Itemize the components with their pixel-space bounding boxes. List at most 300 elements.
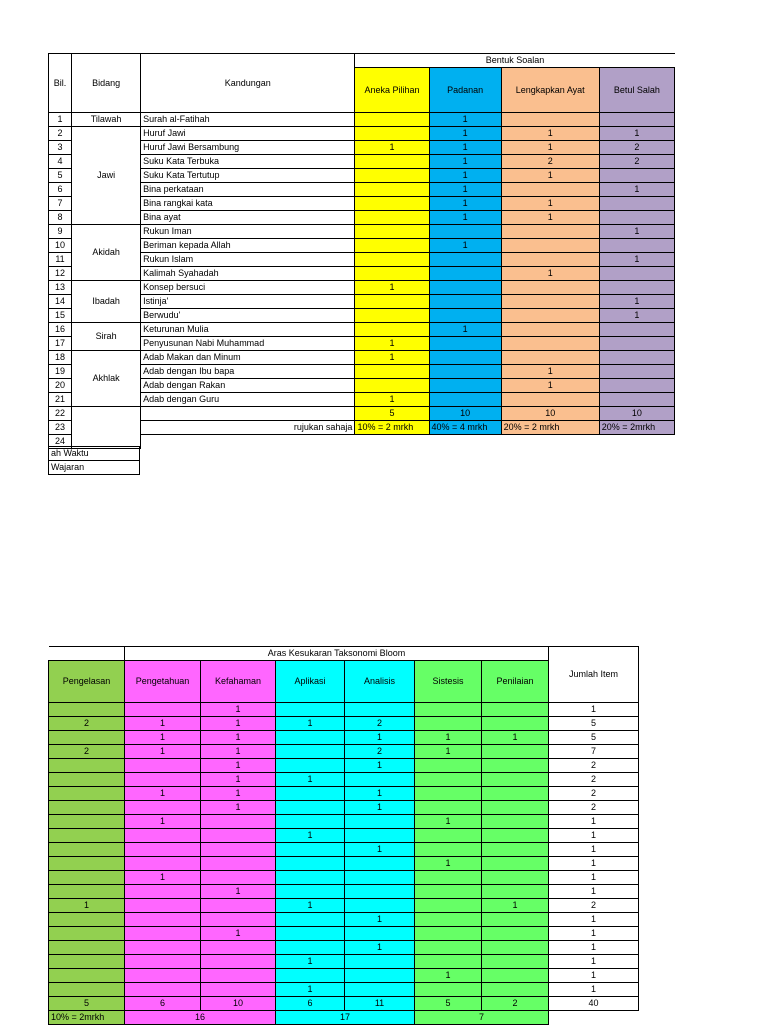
kandungan-cell: Adab dengan Ibu bapa — [141, 365, 355, 379]
table-row — [49, 773, 639, 787]
analisis-total: 11 — [345, 997, 415, 1011]
aneka-pilihan-cell — [355, 365, 429, 379]
sistesis-cell — [415, 801, 482, 815]
jumlah-item-total: 40 — [549, 997, 639, 1011]
betul-salah-cell: 1 — [599, 127, 674, 141]
kefahaman-cell — [201, 983, 276, 997]
bentuk-soalan-group-header: Bentuk Soalan — [355, 54, 675, 68]
analisis-cell: 1 — [345, 843, 415, 857]
pengelasan-cell — [49, 773, 125, 787]
pengetahuan-cell: 1 — [125, 717, 201, 731]
aplikasi-cell — [276, 927, 345, 941]
table-row — [49, 323, 675, 337]
jumlah-item-cell: 2 — [549, 787, 639, 801]
bil-cell: 18 — [49, 351, 72, 365]
betul-salah-cell — [599, 365, 674, 379]
sistesis-cell — [415, 759, 482, 773]
penilaian-cell — [482, 773, 549, 787]
jumlah-item-cell: 2 — [549, 801, 639, 815]
penilaian-cell — [482, 857, 549, 871]
lengkapkan-ayat-cell: 1 — [501, 141, 599, 155]
lengkapkan-ayat-cell: 1 — [501, 211, 599, 225]
pengetahuan-cell — [125, 899, 201, 913]
footer-waktu-label: ah Waktu — [49, 447, 140, 461]
kefahaman-cell: 1 — [201, 773, 276, 787]
table-row — [49, 843, 639, 857]
table-row — [49, 169, 675, 183]
kandungan-cell: Bina ayat — [141, 211, 355, 225]
kefahaman-cell: 1 — [201, 787, 276, 801]
pengetahuan-cell — [125, 759, 201, 773]
kandungan-cell: Huruf Jawi — [141, 127, 355, 141]
aneka-pilihan-cell — [355, 197, 429, 211]
kefahaman-cell — [201, 941, 276, 955]
aneka-pilihan-cell: 1 — [355, 337, 429, 351]
penilaian-cell — [482, 885, 549, 899]
padanan-cell — [429, 225, 501, 239]
table-row — [49, 197, 675, 211]
col-lengkapkan-ayat-header: Lengkapkan Ayat — [501, 68, 599, 113]
jumlah-item-cell: 7 — [549, 745, 639, 759]
analisis-cell: 1 — [345, 941, 415, 955]
lengkapkan-ayat-cell — [501, 225, 599, 239]
analisis-cell — [345, 927, 415, 941]
taksonomi-bloom-table — [48, 646, 639, 1025]
kefahaman-cell: 1 — [201, 703, 276, 717]
pengelasan-cell — [49, 815, 125, 829]
jumlah-item-cell: 1 — [549, 829, 639, 843]
padanan-cell: 1 — [429, 169, 501, 183]
sistesis-cell: 1 — [415, 969, 482, 983]
analisis-cell — [345, 871, 415, 885]
pengelasan-cell — [49, 983, 125, 997]
penilaian-cell: 1 — [482, 899, 549, 913]
betul-salah-cell — [599, 351, 674, 365]
penilaian-cell: 1 — [482, 731, 549, 745]
aplikasi-cell — [276, 857, 345, 871]
bil-cell: 6 — [49, 183, 72, 197]
table-row — [49, 885, 639, 899]
table-row — [49, 225, 675, 239]
analisis-cell — [345, 815, 415, 829]
col-padanan-header: Padanan — [429, 68, 501, 113]
jumlah-item-cell: 1 — [549, 703, 639, 717]
padanan-cell: 1 — [429, 127, 501, 141]
pengelasan-cell: 1 — [49, 899, 125, 913]
bidang-cell: Akhlak — [72, 351, 141, 407]
bil-cell: 21 — [49, 393, 72, 407]
analisis-cell: 1 — [345, 787, 415, 801]
pengetahuan-cell — [125, 941, 201, 955]
kefahaman-cell: 1 — [201, 745, 276, 759]
kefahaman-cell — [201, 843, 276, 857]
aplikasi-cell — [276, 731, 345, 745]
aplikasi-cell — [276, 941, 345, 955]
bil-cell: 3 — [49, 141, 72, 155]
aplikasi-cell — [276, 787, 345, 801]
table-row — [49, 155, 675, 169]
lengkapkan-ayat-cell: 1 — [501, 267, 599, 281]
jumlah-item-cell: 1 — [549, 871, 639, 885]
pengelasan-cell — [49, 969, 125, 983]
padanan-cell — [429, 295, 501, 309]
bil-cell: 17 — [49, 337, 72, 351]
blank-cell — [72, 407, 141, 449]
pengelasan-cell — [49, 927, 125, 941]
kefahaman-cell — [201, 815, 276, 829]
kefahaman-cell — [201, 899, 276, 913]
padanan-cell — [429, 337, 501, 351]
table-row — [49, 351, 675, 365]
table-row — [49, 801, 639, 815]
lengkapkan-ayat-cell — [501, 113, 599, 127]
bidang-cell: Ibadah — [72, 281, 141, 323]
kefahaman-cell — [201, 857, 276, 871]
betul-salah-cell — [599, 337, 674, 351]
lengkapkan-ayat-cell — [501, 309, 599, 323]
kefahaman-cell — [201, 829, 276, 843]
totals-row — [49, 997, 639, 1011]
padanan-cell — [429, 365, 501, 379]
betul-salah-cell: 1 — [599, 253, 674, 267]
table-row — [49, 379, 675, 393]
pengetahuan-cell — [125, 969, 201, 983]
jumlah-item-cell: 1 — [549, 843, 639, 857]
table1-footer — [48, 446, 140, 475]
aneka-pilihan-cell: 1 — [355, 393, 429, 407]
betul-salah-cell: 2 — [599, 155, 674, 169]
lengkapkan-ayat-cell: 1 — [501, 127, 599, 141]
table-row — [49, 899, 639, 913]
pengelasan-cell — [49, 857, 125, 871]
aplikasi-cell: 1 — [276, 955, 345, 969]
pengetahuan-cell — [125, 927, 201, 941]
pengetahuan-cell — [125, 829, 201, 843]
col-pengelasan-header: Pengelasan — [49, 661, 125, 703]
penilaian-cell — [482, 969, 549, 983]
betul-salah-cell — [599, 197, 674, 211]
kefahaman-cell: 1 — [201, 885, 276, 899]
penilaian-cell — [482, 787, 549, 801]
padanan-cell — [429, 379, 501, 393]
padanan-cell: 1 — [429, 211, 501, 225]
kandungan-cell: Keturunan Mulia — [141, 323, 355, 337]
aplikasi-total: 6 — [276, 997, 345, 1011]
aplikasi-cell — [276, 815, 345, 829]
jumlah-item-cell: 1 — [549, 857, 639, 871]
table-row — [49, 829, 639, 843]
aplikasi-cell — [276, 969, 345, 983]
kandungan-cell: Huruf Jawi Bersambung — [141, 141, 355, 155]
aneka-pilihan-cell: 1 — [355, 351, 429, 365]
col-bidang-header: Bidang — [72, 54, 141, 113]
col-penilaian-header: Penilaian — [482, 661, 549, 703]
table-row — [49, 745, 639, 759]
penilaian-cell — [482, 941, 549, 955]
penilaian-cell — [482, 983, 549, 997]
betul-salah-cell — [599, 113, 674, 127]
sistesis-cell — [415, 899, 482, 913]
betul-salah-cell — [599, 393, 674, 407]
kandungan-cell: Adab Makan dan Minum — [141, 351, 355, 365]
pengetahuan-cell — [125, 843, 201, 857]
bil-cell: 13 — [49, 281, 72, 295]
bil-cell: 16 — [49, 323, 72, 337]
col-kandungan-header: Kandungan — [141, 54, 355, 113]
betul-salah-cell — [599, 211, 674, 225]
kandungan-cell: Beriman kepada Allah — [141, 239, 355, 253]
rujukan-label: rujukan sahaja — [141, 421, 355, 435]
penilaian-cell — [482, 717, 549, 731]
aneka-pilihan-cell — [355, 113, 429, 127]
pengelasan-cell — [49, 885, 125, 899]
table-row — [49, 281, 675, 295]
table-row — [49, 731, 639, 745]
kandungan-cell: Kalimah Syahadah — [141, 267, 355, 281]
sistesis-total: 5 — [415, 997, 482, 1011]
bil-cell: 1 — [49, 113, 72, 127]
sistesis-cell — [415, 913, 482, 927]
blank-cell — [549, 1011, 639, 1025]
kandungan-cell: Adab dengan Guru — [141, 393, 355, 407]
penilaian-cell — [482, 913, 549, 927]
bil-cell: 8 — [49, 211, 72, 225]
aplikasi-cell — [276, 745, 345, 759]
col-bil-header: Bil. — [49, 54, 72, 113]
totals-row — [49, 407, 675, 421]
bil-cell: 9 — [49, 225, 72, 239]
analisis-cell — [345, 955, 415, 969]
table-row — [49, 857, 639, 871]
sistesis-cell: 1 — [415, 745, 482, 759]
penilaian-cell — [482, 801, 549, 815]
jumlah-item-cell: 2 — [549, 773, 639, 787]
padanan-cell: 1 — [429, 141, 501, 155]
bil-cell: 4 — [49, 155, 72, 169]
blank-cell — [141, 407, 355, 421]
pengelasan-cell — [49, 913, 125, 927]
pengetahuan-cell — [125, 773, 201, 787]
aneka-pilihan-cell — [355, 169, 429, 183]
analisis-cell: 1 — [345, 913, 415, 927]
sistesis-cell — [415, 941, 482, 955]
penilaian-cell — [482, 871, 549, 885]
table-row — [49, 759, 639, 773]
pengetahuan-cell — [125, 885, 201, 899]
table-row — [49, 927, 639, 941]
sistesis-cell — [415, 843, 482, 857]
padanan-cell — [429, 281, 501, 295]
penilaian-cell — [482, 843, 549, 857]
padanan-cell: 1 — [429, 155, 501, 169]
jumlah-item-cell: 1 — [549, 927, 639, 941]
sistesis-cell — [415, 703, 482, 717]
table-row — [49, 211, 675, 225]
bentuk-soalan-table — [48, 53, 675, 449]
sistesis-cell — [415, 787, 482, 801]
lengkapkan-total-cell: 10 — [501, 407, 599, 421]
pengetahuan-cell — [125, 857, 201, 871]
kandungan-cell: Rukun Islam — [141, 253, 355, 267]
lengkapkan-ayat-cell: 1 — [501, 169, 599, 183]
aplikasi-cell: 1 — [276, 983, 345, 997]
analisis-cell: 1 — [345, 731, 415, 745]
col-sistesis-header: Sistesis — [415, 661, 482, 703]
col-jumlah-item-header: Jumlah Item — [549, 647, 639, 703]
kandungan-cell: Suku Kata Terbuka — [141, 155, 355, 169]
bil-cell: 11 — [49, 253, 72, 267]
bil-cell: 5 — [49, 169, 72, 183]
table-row — [49, 183, 675, 197]
bil-cell: 10 — [49, 239, 72, 253]
lengkapkan-ayat-cell: 1 — [501, 379, 599, 393]
betul-total-cell: 10 — [599, 407, 674, 421]
table-row — [49, 113, 675, 127]
betul-salah-cell: 1 — [599, 295, 674, 309]
sistesis-cell — [415, 927, 482, 941]
betul-salah-cell — [599, 239, 674, 253]
bil-cell: 12 — [49, 267, 72, 281]
padanan-cell: 1 — [429, 197, 501, 211]
kandungan-cell: Penyusunan Nabi Muhammad — [141, 337, 355, 351]
padanan-cell — [429, 267, 501, 281]
aplikasi-cell — [276, 843, 345, 857]
pengetahuan-cell — [125, 703, 201, 717]
aneka-pilihan-cell — [355, 379, 429, 393]
bidang-cell: Akidah — [72, 225, 141, 281]
aplikasi-cell — [276, 801, 345, 815]
analisis-cell — [345, 829, 415, 843]
jumlah-item-cell: 5 — [549, 717, 639, 731]
penilaian-cell — [482, 955, 549, 969]
sistesis-cell: 1 — [415, 815, 482, 829]
kefahaman-total: 10 — [201, 997, 276, 1011]
aneka-pilihan-cell — [355, 309, 429, 323]
pengetahuan-kefahaman-pct: 16 — [125, 1011, 276, 1025]
aneka-pilihan-cell — [355, 239, 429, 253]
padanan-cell — [429, 393, 501, 407]
table-row — [49, 309, 675, 323]
aneka-pct-cell: 10% = 2 mrkh — [355, 421, 429, 435]
analisis-cell: 2 — [345, 745, 415, 759]
kandungan-cell: Bina rangkai kata — [141, 197, 355, 211]
pengetahuan-cell: 1 — [125, 871, 201, 885]
jumlah-item-cell: 1 — [549, 969, 639, 983]
betul-pct-cell: 20% = 2mrkh — [599, 421, 674, 435]
bil-cell: 23 — [49, 421, 72, 435]
sistesis-cell — [415, 955, 482, 969]
kandungan-cell: Suku Kata Tertutup — [141, 169, 355, 183]
lengkapkan-ayat-cell: 1 — [501, 197, 599, 211]
betul-salah-cell: 1 — [599, 183, 674, 197]
aplikasi-cell: 1 — [276, 829, 345, 843]
sistesis-cell — [415, 885, 482, 899]
lengkapkan-ayat-cell — [501, 281, 599, 295]
jumlah-item-cell: 1 — [549, 955, 639, 969]
aplikasi-cell: 1 — [276, 899, 345, 913]
penilaian-cell — [482, 759, 549, 773]
aplikasi-cell — [276, 871, 345, 885]
bloom-group-header: Aras Kesukaran Taksonomi Bloom — [125, 647, 549, 661]
aplikasi-cell — [276, 759, 345, 773]
betul-salah-cell: 2 — [599, 141, 674, 155]
kefahaman-cell — [201, 871, 276, 885]
jumlah-item-cell: 1 — [549, 983, 639, 997]
pengelasan-cell — [49, 941, 125, 955]
pengelasan-cell — [49, 829, 125, 843]
betul-salah-cell — [599, 169, 674, 183]
aplikasi-cell: 1 — [276, 773, 345, 787]
aneka-pilihan-cell — [355, 323, 429, 337]
pengelasan-cell — [49, 731, 125, 745]
sistesis-cell — [415, 871, 482, 885]
analisis-cell — [345, 983, 415, 997]
jumlah-item-cell: 2 — [549, 899, 639, 913]
analisis-cell — [345, 885, 415, 899]
sistesis-cell — [415, 829, 482, 843]
aneka-pilihan-cell — [355, 267, 429, 281]
kandungan-cell: Istinja' — [141, 295, 355, 309]
pengelasan-cell — [49, 703, 125, 717]
lengkapkan-ayat-cell — [501, 337, 599, 351]
padanan-cell — [429, 253, 501, 267]
percentage-row — [49, 1011, 639, 1025]
penilaian-cell — [482, 703, 549, 717]
kandungan-cell: Bina perkataan — [141, 183, 355, 197]
aneka-pilihan-cell — [355, 295, 429, 309]
col-aneka-pilihan-header: Aneka Pilihan — [355, 68, 429, 113]
analisis-cell: 2 — [345, 717, 415, 731]
aneka-pilihan-cell: 1 — [355, 141, 429, 155]
penilaian-cell — [482, 815, 549, 829]
kefahaman-cell: 1 — [201, 801, 276, 815]
padanan-cell — [429, 309, 501, 323]
sistesis-cell: 1 — [415, 731, 482, 745]
bil-cell: 7 — [49, 197, 72, 211]
betul-salah-cell: 1 — [599, 309, 674, 323]
bil-cell: 15 — [49, 309, 72, 323]
col-betul-salah-header: Betul Salah — [599, 68, 674, 113]
lengkapkan-ayat-cell — [501, 295, 599, 309]
aplikasi-cell — [276, 885, 345, 899]
bil-cell: 14 — [49, 295, 72, 309]
padanan-cell: 1 — [429, 113, 501, 127]
pengelasan-cell — [49, 801, 125, 815]
kefahaman-cell — [201, 913, 276, 927]
pengetahuan-total: 6 — [125, 997, 201, 1011]
table-row — [49, 127, 675, 141]
table-row — [49, 267, 675, 281]
lengkapkan-ayat-cell — [501, 183, 599, 197]
table-row — [49, 955, 639, 969]
table-row — [49, 239, 675, 253]
betul-salah-cell — [599, 281, 674, 295]
padanan-cell: 1 — [429, 183, 501, 197]
lengkapkan-ayat-cell — [501, 323, 599, 337]
padanan-total-cell: 10 — [429, 407, 501, 421]
aneka-pilihan-cell: 1 — [355, 281, 429, 295]
col-kefahaman-header: Kefahaman — [201, 661, 276, 703]
pengelasan-total: 5 — [49, 997, 125, 1011]
pengelasan-cell — [49, 955, 125, 969]
blank-corner — [49, 647, 125, 661]
kefahaman-cell: 1 — [201, 731, 276, 745]
aplikasi-analisis-pct: 17 — [276, 1011, 415, 1025]
kefahaman-cell — [201, 969, 276, 983]
sistesis-cell — [415, 983, 482, 997]
padanan-cell: 1 — [429, 323, 501, 337]
padanan-cell — [429, 351, 501, 365]
